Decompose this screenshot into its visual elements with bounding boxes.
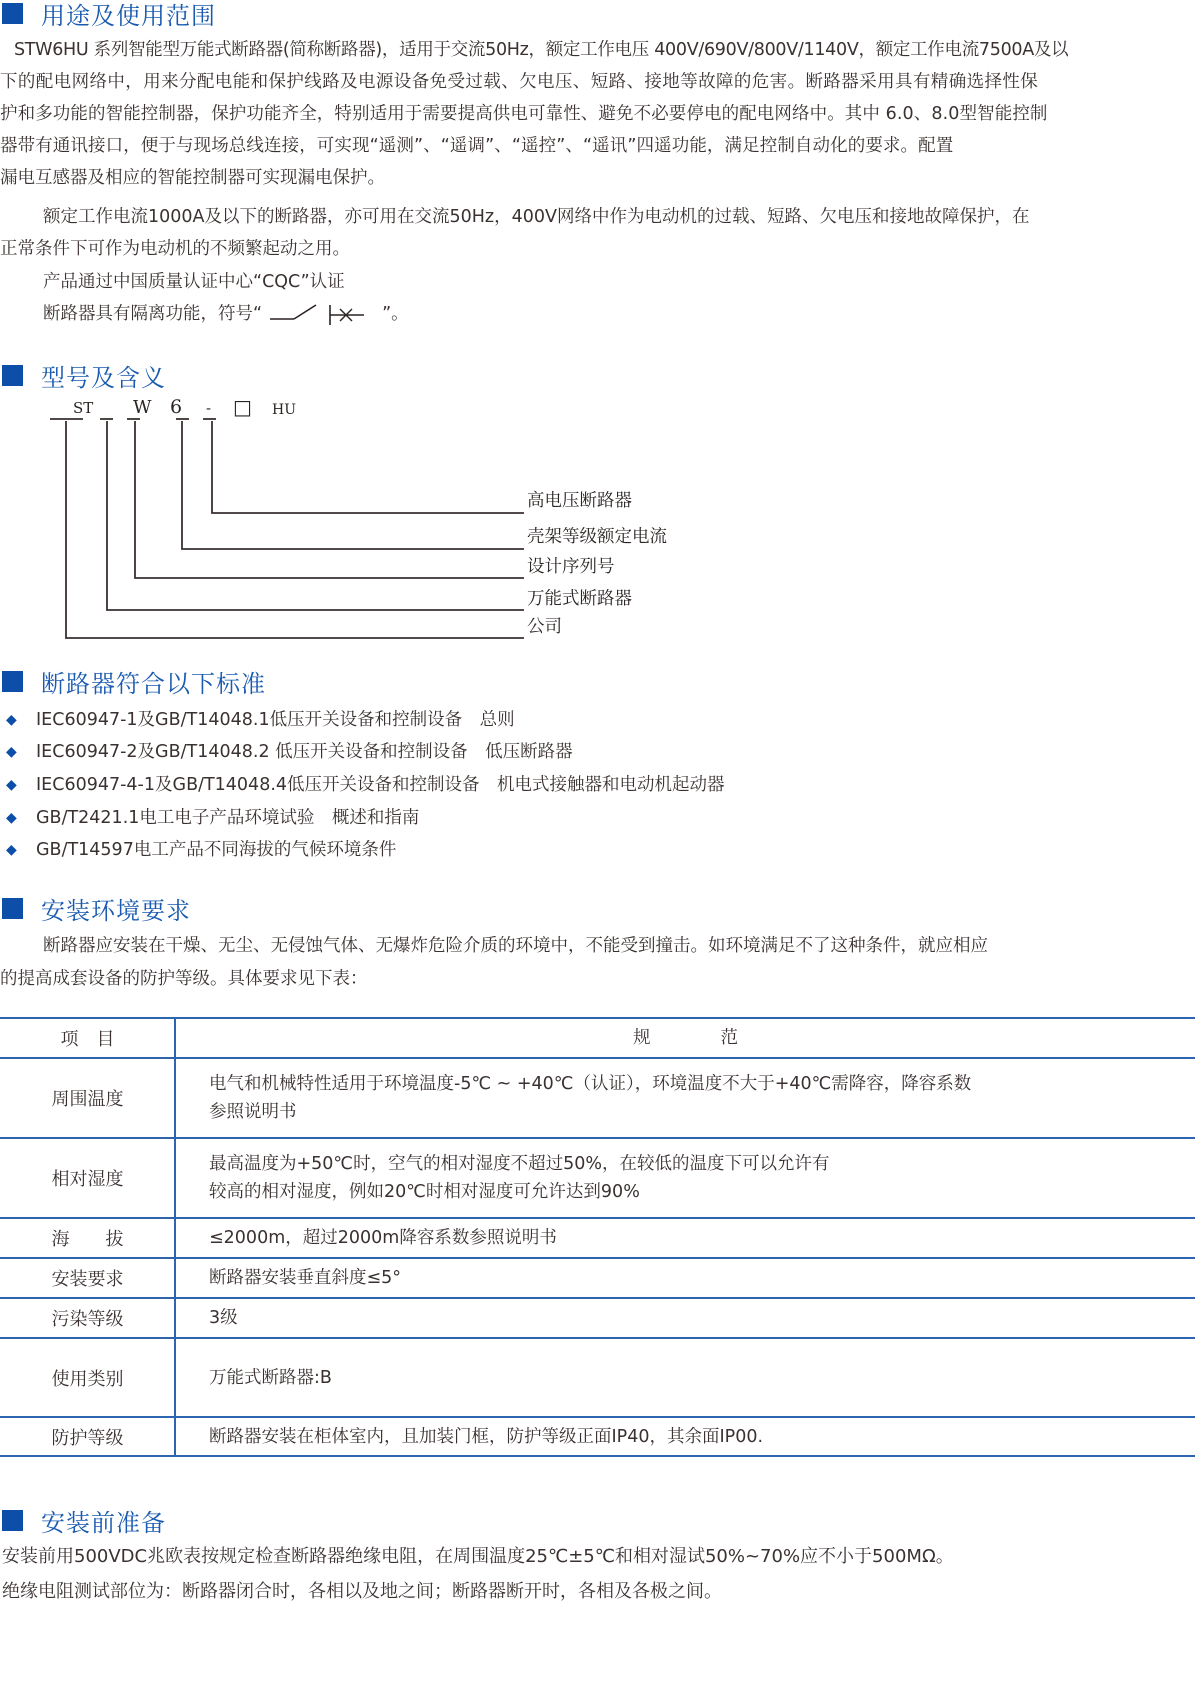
isolation-line <box>43 299 409 329</box>
section-title: 断路器符合以下标准 <box>41 669 266 698</box>
diamond-bullet-icon: ◆ <box>6 744 17 760</box>
table-row <box>0 1137 1195 1217</box>
isolation-prefix: 断路器具有隔离功能，符号“ <box>43 304 263 324</box>
spec-line: ≤2000m，超过2000m降容系数参照说明书 <box>209 1228 557 1248</box>
standard-text: GB/T14597电工产品不同海拔的气候环境条件 <box>36 840 397 860</box>
header-item: 项 目 <box>60 1029 115 1050</box>
standard-text: GB/T2421.1电工电子产品环境试验 概述和指南 <box>36 808 420 828</box>
standard-item <box>6 804 419 832</box>
standard-item <box>6 771 725 799</box>
row-item: 防护等级 <box>51 1427 124 1449</box>
paragraph-line: STW6HU 系列智能型万能式断路器(简称断路器)，适用于交流50Hz，额定工作电压 400V/690V/800V/1140V，额定工作电流7500A及以 <box>14 40 1069 60</box>
standard-item <box>6 738 573 766</box>
row-item: 污染等级 <box>51 1309 124 1330</box>
paragraph-line: 产品通过中国质量认证中心“CQC”认证 <box>43 272 345 292</box>
spec-line: 断路器安装垂直斜度≤5° <box>209 1268 402 1288</box>
square-bullet-icon <box>2 671 23 692</box>
diamond-bullet-icon: ◆ <box>6 842 17 858</box>
spec-line: 万能式断路器:B <box>209 1367 332 1388</box>
paragraph-line: 额定工作电流1000A及以下的断路器，亦可用在交流50Hz，400V网络中作为电动机的过载、短路、欠电压和接地故障保护，在 <box>43 207 1030 227</box>
model-diagram-leaders <box>0 380 560 640</box>
row-item: 相对湿度 <box>51 1169 124 1190</box>
row-spec <box>209 1059 1195 1137</box>
meaning-frame-current: 壳架等级额定电流 <box>527 527 667 547</box>
spec-line: 参照说明书 <box>209 1102 297 1122</box>
diamond-bullet-icon: ◆ <box>6 810 17 826</box>
meaning-company: 公司 <box>527 617 562 637</box>
diamond-bullet-icon: ◆ <box>6 712 17 728</box>
paragraph-line: 的提高成套设备的防护等级。具体要求见下表： <box>0 969 368 989</box>
square-bullet-icon <box>2 3 23 24</box>
row-spec <box>209 1219 1195 1257</box>
row-spec <box>209 1259 1195 1297</box>
section-title: 安装前准备 <box>41 1508 166 1537</box>
paragraph-line: 器带有通讯接口，便于与现场总线连接，可实现“遥测”、“遥调”、“遥控”、“遥讯”四遥功能，满足控制自动化的要求。配置 <box>0 136 954 156</box>
spec-line: 断路器安装在柜体室内，且加装门框，防护等级正面IP40，其余面IP00. <box>209 1426 764 1447</box>
row-item: 使用类别 <box>51 1368 124 1390</box>
paragraph-line: 护和多功能的智能控制器，保护功能齐全，特别适用于需要提高供电可靠性、避免不必要停电的配电网络中。其中 6.0、8.0型智能控制 <box>0 104 1048 124</box>
spec-line: 最高温度为+50℃时，空气的相对湿度不超过50%，在较低的温度下可以允许有 <box>209 1154 830 1174</box>
isolation-suffix: ”。 <box>382 304 409 324</box>
paragraph-line: 正常条件下可作为电动机的不频繁起动之用。 <box>0 239 350 259</box>
code-dash: - <box>206 399 212 417</box>
paragraph-line: 安装前用500VDC兆欧表按规定检查断路器绝缘电阻，在周围温度25℃±5℃和相对湿试50%~70%应不小于500MΩ。 <box>2 1546 954 1567</box>
row-item: 海 拔 <box>51 1229 124 1250</box>
code-hu: HU <box>272 402 297 418</box>
table-column-divider <box>174 1017 176 1457</box>
code-st: ST <box>73 399 94 417</box>
standard-text: IEC60947-4-1及GB/T14048.4低压开关设备和控制设备 机电式接触器和电动机起动器 <box>36 775 725 795</box>
section-title: 用途及使用范围 <box>41 1 216 30</box>
square-bullet-icon <box>2 1510 23 1531</box>
standard-text: IEC60947-2及GB/T14048.2 低压开关设备和控制设备 低压断路器 <box>36 742 573 762</box>
spec-line: 3级 <box>209 1308 238 1328</box>
header-spec-text: 规 范 <box>633 1028 738 1048</box>
section-heading-standards <box>2 664 266 698</box>
table-row <box>0 1257 1195 1297</box>
diamond-bullet-icon: ◆ <box>6 777 17 793</box>
section-heading-preparation <box>2 1503 166 1537</box>
row-spec <box>209 1418 1195 1455</box>
row-spec <box>209 1339 1195 1416</box>
table-row <box>0 1217 1195 1257</box>
environment-table <box>0 1017 1195 1457</box>
square-bullet-icon <box>2 898 23 919</box>
header-spec <box>176 1019 1195 1057</box>
paragraph-line: 漏电互感器及相应的智能控制器可实现漏电保护。 <box>0 168 385 188</box>
paragraph-line: 绝缘电阻测试部位为：断路器闭合时，各相以及地之间；断路器断开时，各相及各极之间。 <box>2 1581 722 1602</box>
code-6: 6 <box>170 396 183 418</box>
paragraph-line: 断路器应安装在干燥、无尘、无侵蚀气体、无爆炸危险介质的环境中，不能受到撞击。如环境满足不了这种条件，就应相应 <box>43 936 988 956</box>
section-heading-environment <box>2 891 191 925</box>
meaning-universal-breaker: 万能式断路器 <box>527 589 632 609</box>
table-row <box>0 1416 1195 1457</box>
section-title: 型号及含义 <box>41 363 166 392</box>
row-item: 安装要求 <box>51 1269 124 1290</box>
meaning-design-series: 设计序列号 <box>527 557 615 577</box>
table-row <box>0 1337 1195 1416</box>
table-header-row <box>0 1017 1195 1057</box>
standard-text: IEC60947-1及GB/T14048.1低压开关设备和控制设备 总则 <box>36 710 515 730</box>
isolating-switch-symbol-icon <box>268 302 368 326</box>
spec-line: 电气和机械特性适用于环境温度-5℃ ~ +40℃（认证），环境温度不大于+40℃需降容，降容系数 <box>209 1074 972 1094</box>
section-title: 安装环境要求 <box>41 896 191 925</box>
row-spec <box>209 1139 1195 1217</box>
paragraph-line: 下的配电网络中，用来分配电能和保护线路及电源设备免受过载、欠电压、短路、接地等故障的危害。断路器采用具有精确选择性保 <box>0 72 1039 92</box>
table-row <box>0 1297 1195 1337</box>
standard-item <box>6 706 515 734</box>
row-item: 周围温度 <box>51 1089 124 1110</box>
standard-item <box>6 836 396 864</box>
spec-line: 较高的相对湿度，例如20℃时相对湿度可允许达到90% <box>209 1182 640 1202</box>
row-spec <box>209 1299 1195 1337</box>
section-heading-usage <box>2 0 216 30</box>
table-row <box>0 1057 1195 1137</box>
code-frame-box: □ <box>233 395 252 419</box>
code-w: W <box>133 397 152 418</box>
meaning-hu: 高电压断路器 <box>527 491 632 511</box>
